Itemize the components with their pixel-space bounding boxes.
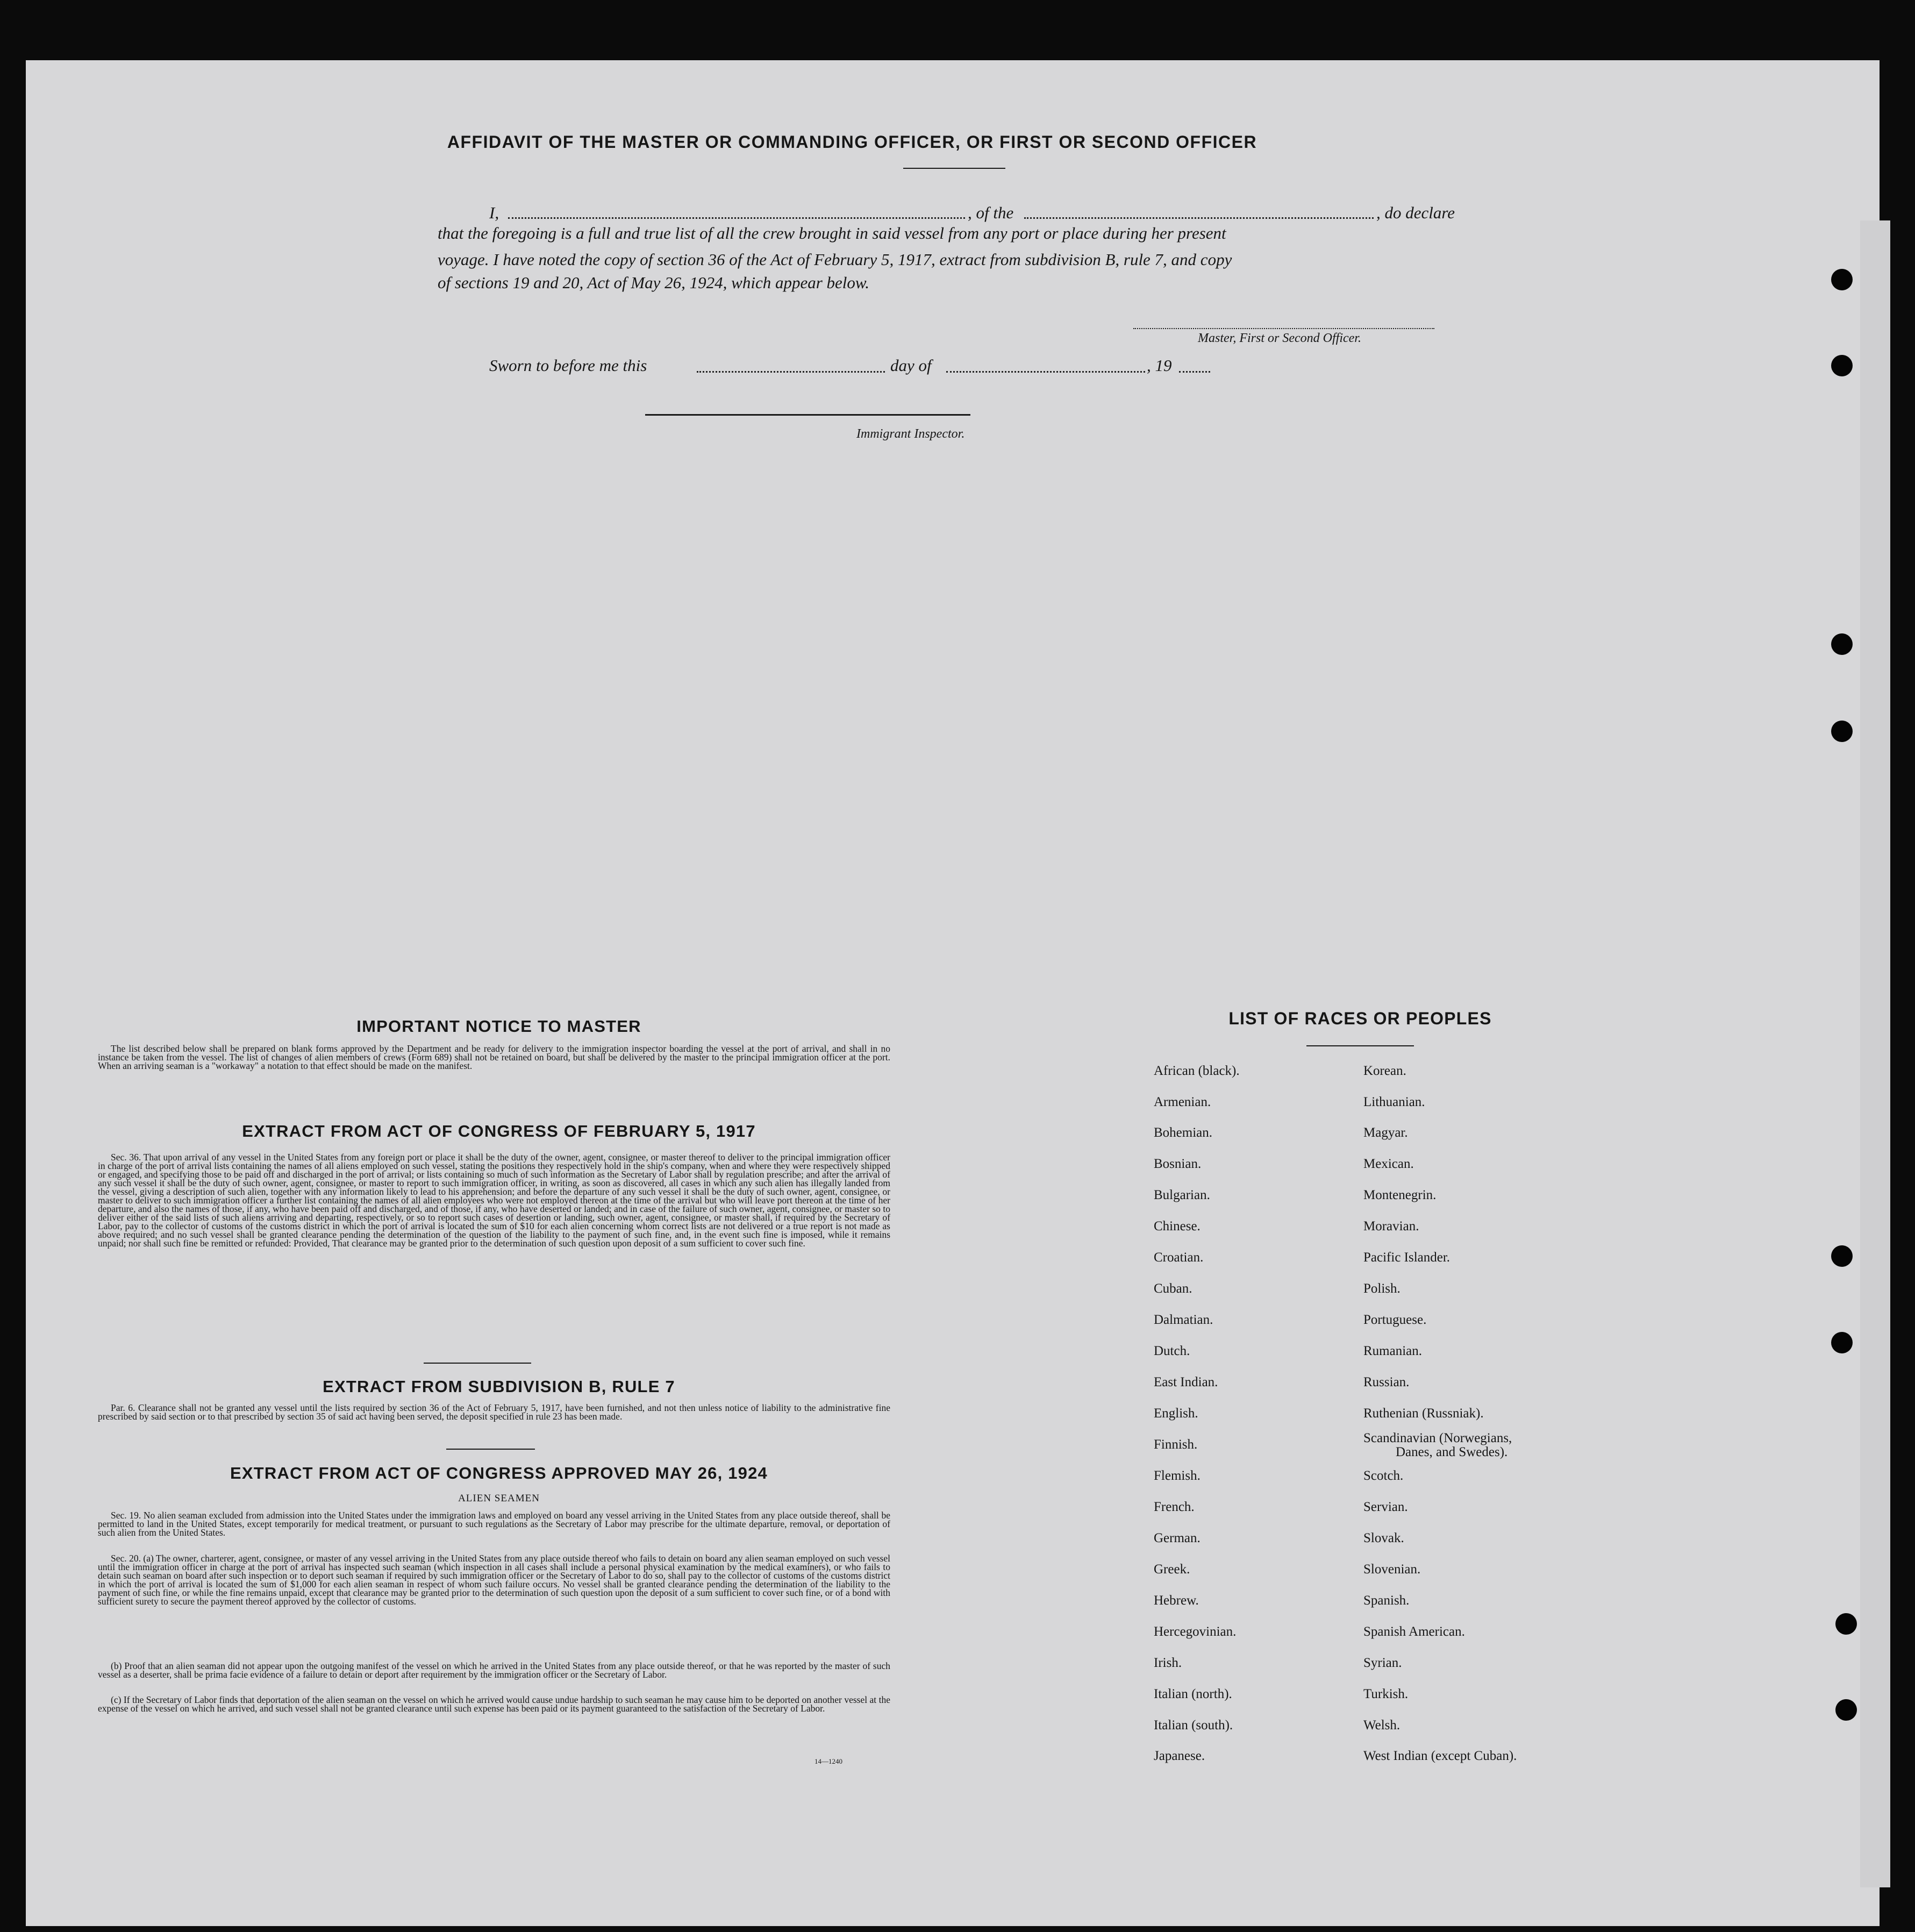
race-item: Dutch. [1154, 1344, 1190, 1358]
affidavit-text-line: of sections 19 and 20, Act of May 26, 1924, which appear below. [438, 273, 870, 292]
race-item: Syrian. [1363, 1656, 1402, 1670]
race-item: Montenegrin. [1363, 1188, 1437, 1202]
race-item: Russian. [1363, 1375, 1410, 1389]
race-item: Hercegovinian. [1154, 1624, 1237, 1639]
race-item: Italian (north). [1154, 1687, 1232, 1701]
sworn-year-label: , 19 [1147, 356, 1172, 375]
race-item: Bohemian. [1154, 1125, 1213, 1140]
race-item: Polish. [1363, 1281, 1400, 1296]
race-item: Bosnian. [1154, 1157, 1202, 1171]
binder-hole [1835, 1699, 1857, 1721]
race-item: Hebrew. [1154, 1593, 1199, 1608]
extract-1917-title: EXTRACT FROM ACT OF CONGRESS OF FEBRUARY 5, 1917 [242, 1122, 756, 1140]
race-item: Danes, and Swedes). [1396, 1445, 1508, 1459]
race-item: Scotch. [1363, 1468, 1404, 1483]
race-item: Rumanian. [1363, 1344, 1423, 1358]
race-item: Italian (south). [1154, 1718, 1233, 1733]
extract-1924-title: EXTRACT FROM ACT OF CONGRESS APPROVED MAY 26, 1924 [230, 1464, 768, 1482]
section-divider [446, 1449, 535, 1450]
extract-1924-sec20b: (b) Proof that an alien seaman did not appear upon the outgoing manifest of the vessel on which he arrived in the United States from any place outside thereof, or that he was reported by the master of such vessel as a deserter, shall be prima facie evidence of a failure to detain or deport after requirement by the immigration officer or the Secretary of Labor. [98, 1660, 890, 1680]
extract-1917-text: Sec. 36. That upon arrival of any vessel in the United States from any foreign port or place it shall be the duty of the owner, agent, consignee, or master thereof to deliver to the principal immigration officer in charge of the port of arrival lists containing the names of all aliens employed on such vessel, stating the positions they respectively hold in the ship's company, when and where they were respectively shipped or engaged, and specifying those to be paid off and discharged in the port of arrival; or lists containing so much of such information as the Secretary of Labor shall by regulation prescribe; and after the arrival of any such vessel it shall be the duty of such owner, agent, consignee, or master to report to such immigration officer, in writing, as soon as discovered, all cases in which any such alien has illegally landed from the vessel, giving a description of such alien, together with any information likely to lead to his apprehension; and before the departure of any such vessel it shall be the duty of such owner, agent, consignee, or master to deliver to such immigration officer a further list containing the names of all alien employees who were not employed thereon at the time of the arrival but who will leave port thereon at the time of her departure, and also the names of those, if any, who have been paid off and discharged, and of those, if any, who have deserted or landed; and in case of the failure of such owner, agent, consignee, or master so to deliver either of the said lists of such aliens arriving and departing, respectively, or so to report such cases of desertion or landing, such owner, agent, consignee, or master shall, if required by the Secretary of Labor, pay to the collector of customs of the customs district in which the port of arrival is located the sum of $10 for each alien concerning whom correct lists are not delivered or a true report is not made as above required; and no such vessel shall be granted clearance pending the determination of the question of the liability to the payment of such fine, and, in the event such fine is imposed, while it remains unpaid; nor shall such fine be remitted or refunded: Provided, That clearance may be granted prior to the determination of such question upon deposit of a sum sufficient to cover such fine. [98, 1152, 890, 1249]
master-signature-label: Master, First or Second Officer. [1198, 331, 1361, 345]
race-item: Portuguese. [1363, 1313, 1427, 1327]
binder-hole [1831, 721, 1853, 742]
extract-1924-subtitle: ALIEN SEAMEN [458, 1493, 540, 1504]
extract-rule7-text: Par. 6. Clearance shall not be granted any vessel until the lists required by section 36 of the Act of February 5, 1917, have been furnished, and not then unless notice of liability to the administrative fine prescribed by said section or to that prescribed by section 35 of said act having been served, the deposit specified in rule 23 has been made. [98, 1402, 890, 1422]
notice-text: The list described below shall be prepared on blank forms approved by the Department and be ready for delivery to the immigration inspector boarding the vessel at the port of arrival, and shall in no instance be taken from the vessel. The list of changes of alien members of crews (Form 689) shall not be retained on board, but shall be delivered by the master to the principal immigration officer at the port. When an arriving seaman is a "workaway" a notation to that effect should be made on the manifest. [98, 1043, 890, 1071]
race-item: Chinese. [1154, 1219, 1201, 1234]
section-divider [424, 1363, 531, 1364]
races-title-underline [1306, 1045, 1414, 1046]
race-item: Finnish. [1154, 1437, 1198, 1452]
notice-title: IMPORTANT NOTICE TO MASTER [356, 1017, 641, 1036]
race-item: English. [1154, 1406, 1198, 1421]
race-item: Japanese. [1154, 1749, 1205, 1763]
race-item: Lithuanian. [1363, 1095, 1425, 1109]
title-underline [903, 168, 1005, 169]
sworn-year-field[interactable] [1179, 371, 1210, 373]
race-item: West Indian (except Cuban). [1363, 1749, 1517, 1763]
race-item: Irish. [1154, 1656, 1182, 1670]
binder-hole [1831, 1332, 1853, 1353]
race-item: Spanish American. [1363, 1624, 1465, 1639]
binder-hole [1831, 633, 1853, 655]
master-signature-line[interactable] [1133, 328, 1434, 329]
inspector-signature-line[interactable] [645, 414, 970, 416]
vessel-name-field[interactable] [1024, 217, 1374, 219]
race-item: Servian. [1363, 1500, 1408, 1514]
sworn-month-field[interactable] [946, 371, 1145, 373]
race-item: Greek. [1154, 1562, 1190, 1577]
race-item: Flemish. [1154, 1468, 1201, 1483]
inspector-label: Immigrant Inspector. [856, 427, 965, 441]
affidavit-text-line: that the foregoing is a full and true list of all the crew brought in said vessel from any port or place during her present [438, 224, 1226, 243]
affidavit-title: AFFIDAVIT OF THE MASTER OR COMMANDING OFFICER, OR FIRST OR SECOND OFFICER [447, 132, 1257, 152]
race-item: Armenian. [1154, 1095, 1211, 1109]
binder-hole [1831, 269, 1853, 290]
binder-hole [1831, 1245, 1853, 1267]
affidavit-of-the-label: , of the [968, 203, 1014, 222]
document-page [26, 60, 1880, 1926]
affidavit-declare-label: , do declare [1376, 203, 1455, 222]
race-item: Dalmatian. [1154, 1313, 1213, 1327]
sworn-prefix: Sworn to before me this [489, 356, 647, 375]
races-title: LIST OF RACES OR PEOPLES [1228, 1009, 1492, 1028]
race-item: Pacific Islander. [1363, 1250, 1450, 1265]
race-item: Ruthenian (Russniak). [1363, 1406, 1484, 1421]
race-item: Bulgarian. [1154, 1188, 1210, 1202]
race-item: Moravian. [1363, 1219, 1419, 1234]
race-item: Slovak. [1363, 1531, 1404, 1545]
race-item: Korean. [1363, 1064, 1406, 1078]
extract-1924-sec20a: Sec. 20. (a) The owner, charterer, agent, consignee, or master of any vessel arriving in the United States from any place outside thereof who fails to detain on board any alien seaman employed on such vessel until the immigration officer in charge at the port of arrival has inspected such seaman (which inspection in all cases shall include a personal physical examination by the medical examiners), or who fails to detain such seaman on board after such inspection or to deport such seaman if required by such immigration officer or the Secretary of Labor to do so, shall pay to the collector of customs of the customs district in which the port of arrival is located the sum of $1,000 for each alien seaman in respect of whom such failure occurs. No vessel shall be granted clearance pending the determination of the liability to the payment of such fine, or while the fine remains unpaid, except that clearance may be granted prior to the determination of such question upon the deposit of a sum sufficient to cover such fine, or of a bond with sufficient surety to secure the payment thereof approved by the collector of customs. [98, 1553, 890, 1607]
binder-hole [1835, 1613, 1857, 1635]
race-item: Welsh. [1363, 1718, 1400, 1733]
race-item: Magyar. [1363, 1125, 1408, 1140]
race-item: German. [1154, 1531, 1201, 1545]
race-item: Croatian. [1154, 1250, 1204, 1265]
affidavit-i-label: I, [489, 203, 499, 222]
binder-hole [1831, 355, 1853, 376]
race-item: Turkish. [1363, 1687, 1409, 1701]
sworn-day-field[interactable] [697, 371, 885, 373]
extract-1924-sec19: Sec. 19. No alien seaman excluded from admission into the United States under the immigration laws and employed on board any vessel arriving in the United States from any place outside thereof, shall be permitted to land in the United States, except temporarily for medical treatment, or pursuant to such regulations as the Secretary of Labor may prescribe for the ultimate departure, removal, or deportation of such alien from the United States. [98, 1510, 890, 1538]
sworn-day-of-label: day of [890, 356, 932, 375]
race-item: French. [1154, 1500, 1195, 1514]
race-item: Cuban. [1154, 1281, 1192, 1296]
declarant-name-field[interactable] [508, 217, 965, 219]
race-item: Spanish. [1363, 1593, 1410, 1608]
race-item: African (black). [1154, 1064, 1240, 1078]
race-item: Slovenian. [1363, 1562, 1421, 1577]
race-item: East Indian. [1154, 1375, 1218, 1389]
underlying-page-edge [1860, 220, 1890, 1887]
extract-rule7-title: EXTRACT FROM SUBDIVISION B, RULE 7 [323, 1377, 675, 1396]
affidavit-text-line: voyage. I have noted the copy of section 36 of the Act of February 5, 1917, extract from subdivision B, rule 7, and copy [438, 250, 1232, 269]
race-item: Scandinavian (Norwegians, [1363, 1431, 1512, 1445]
extract-1924-sec20c: (c) If the Secretary of Labor finds that deportation of the alien seaman on the vessel on which he arrived would cause undue hardship to such seaman he may cause him to be deported on another vessel at the expense of the vessel on which he arrived, and such vessel shall not be granted clearance until such expense has been paid or its payment guaranteed to the satisfaction of the Secretary of Labor. [98, 1694, 890, 1714]
form-number: 14—1240 [814, 1757, 842, 1765]
race-item: Mexican. [1363, 1157, 1414, 1171]
